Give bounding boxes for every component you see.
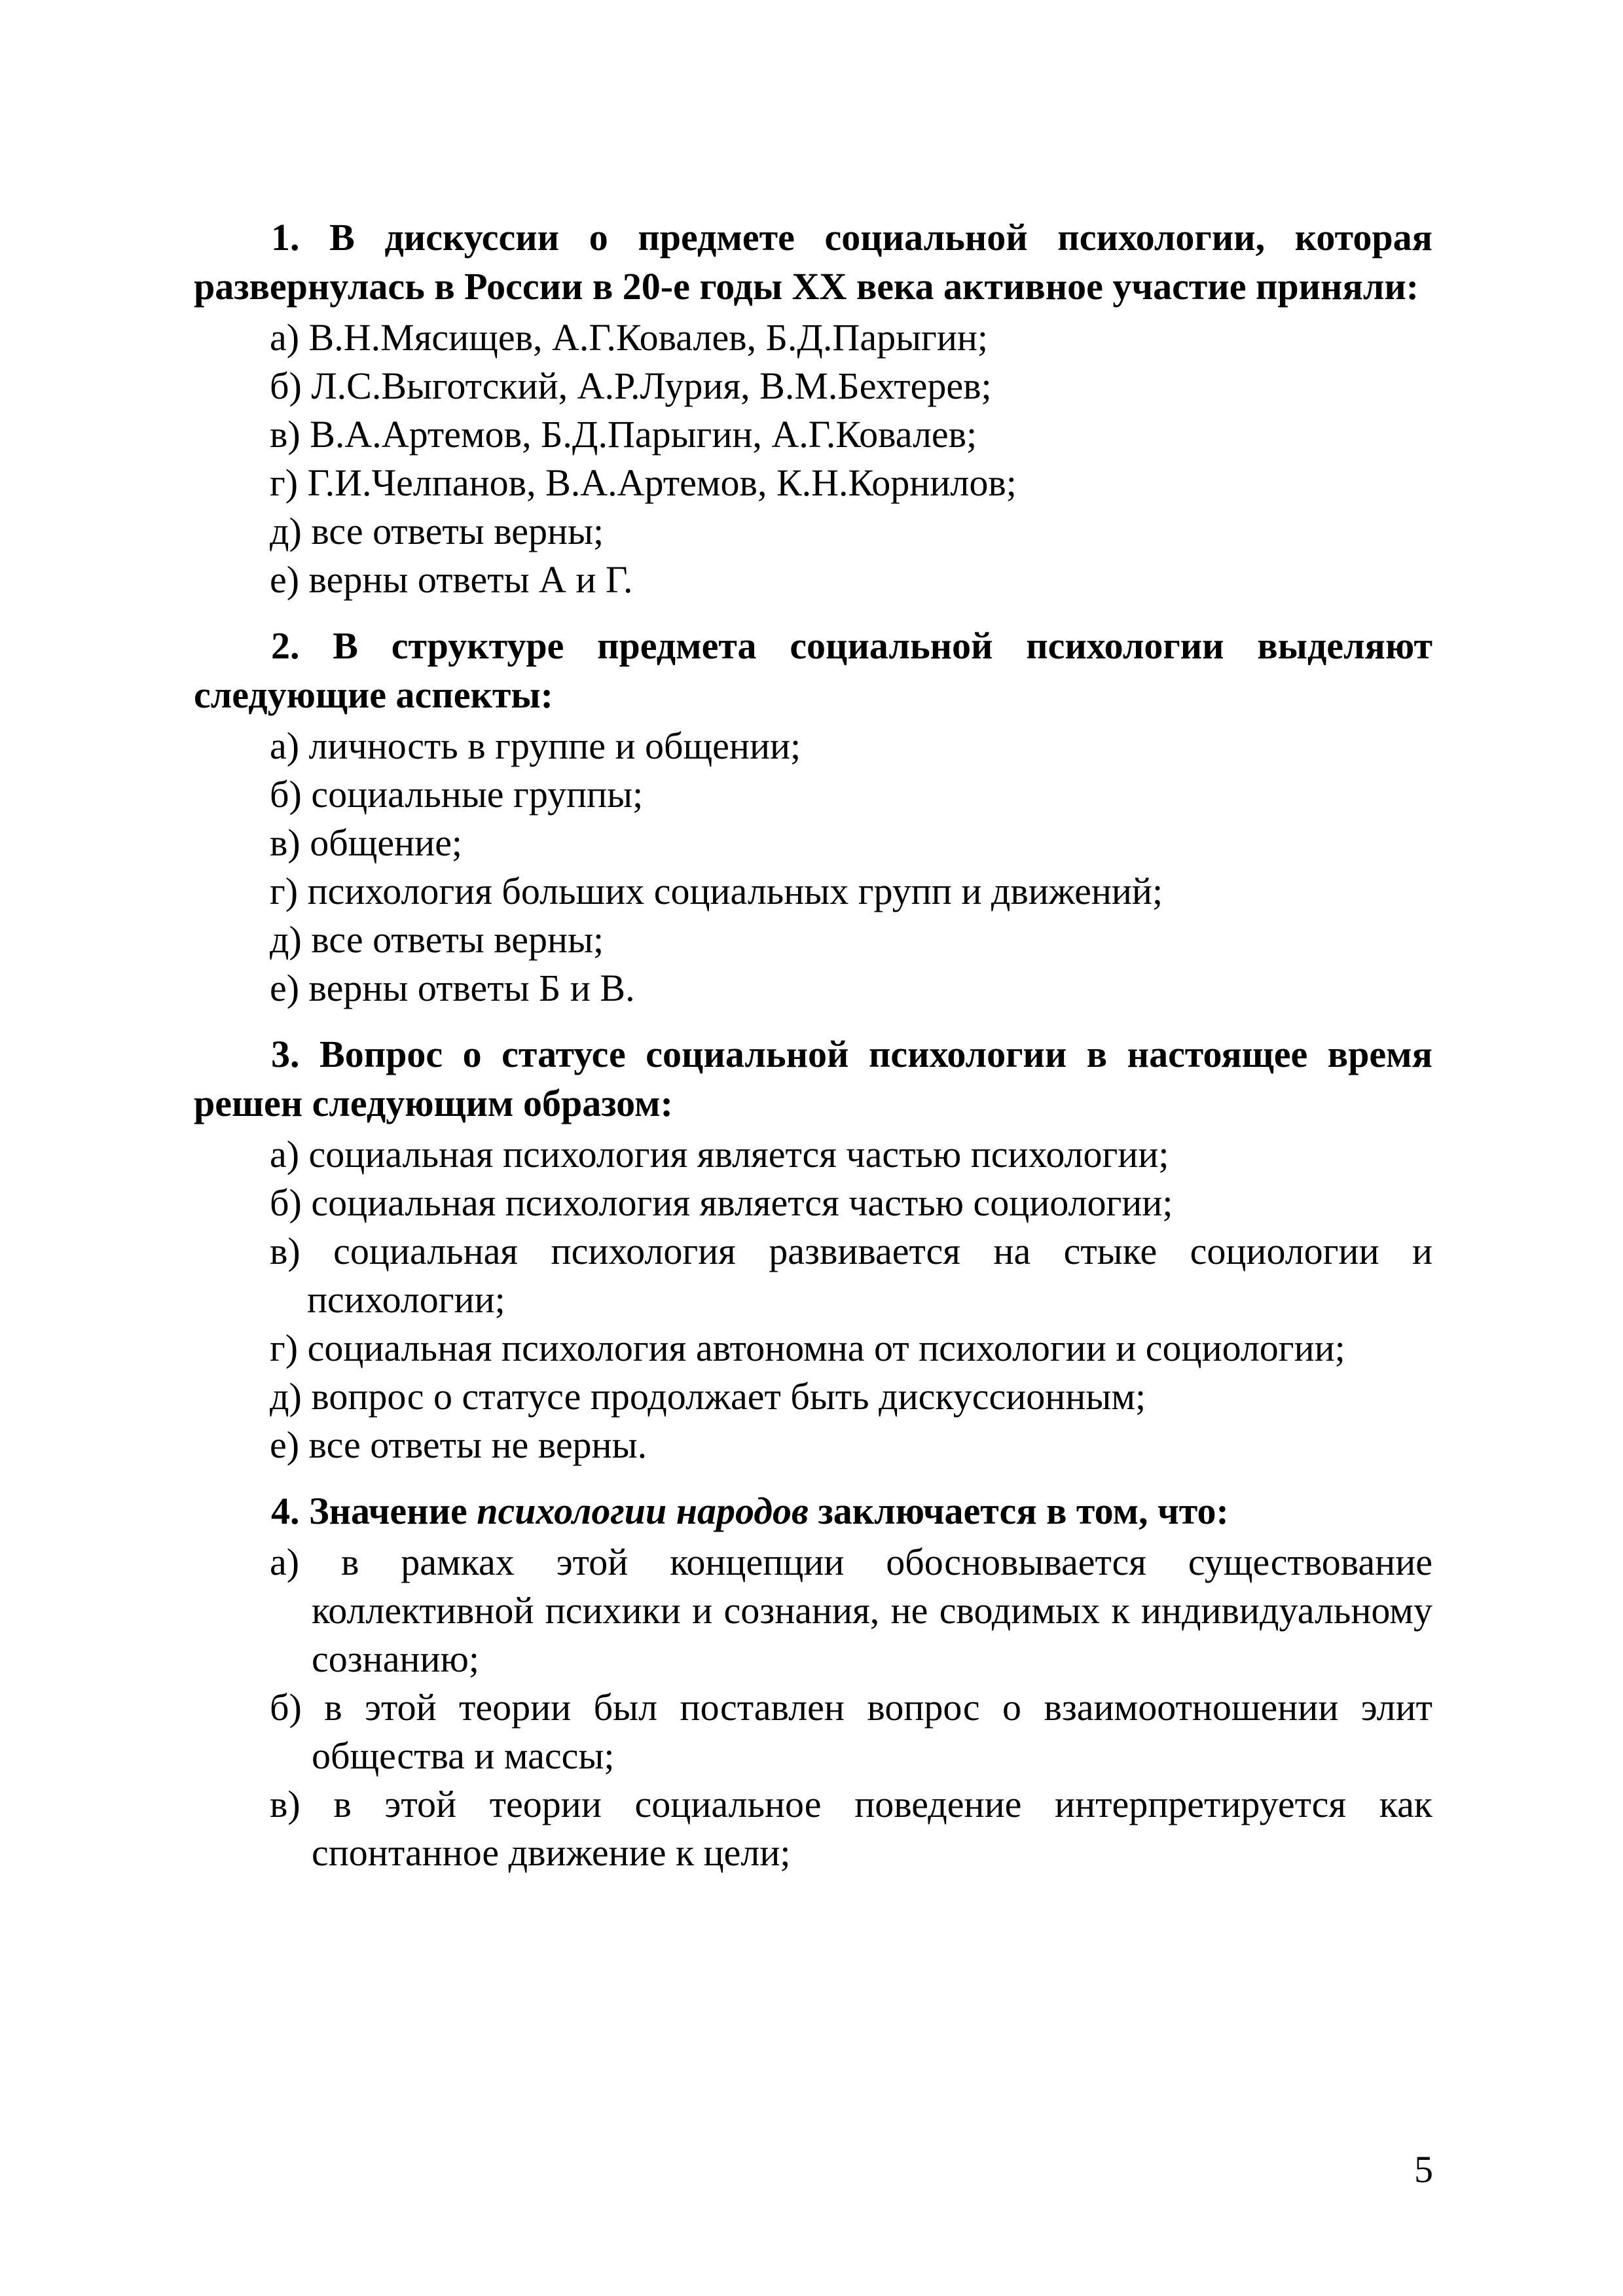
answer-option: б) социальные группы; [270, 773, 644, 816]
answer-list [194, 1538, 1432, 1877]
answer-list [194, 1130, 1432, 1469]
question-title: 3. Вопрос о статусе социальной психологии в настоящее время решен следующим образом: [194, 1033, 1432, 1124]
question-title [194, 1486, 1432, 1535]
answer-option: г) социальная психология автономна от психологии и социологии; [270, 1327, 1345, 1369]
answer-option: е) все ответы не верны. [270, 1424, 647, 1466]
question-3 [194, 1030, 1432, 1469]
question-title-italic: психологии народов [477, 1490, 809, 1532]
answer-option: в) В.А.Артемов, Б.Д.Парыгин, А.Г.Ковалев; [270, 413, 977, 456]
answer-option: е) верны ответы А и Г. [270, 558, 633, 601]
answer-option: в) социальная психология развивается на стыке социологии и психологии; [270, 1230, 1432, 1321]
answer-option: д) вопрос о статусе продолжает быть дискуссионным; [270, 1375, 1146, 1418]
question-title-end: заключается в том, что: [808, 1490, 1229, 1532]
question-title: 2. В структуре предмета социальной психологии выделяют следующие аспекты: [194, 624, 1432, 716]
question-4 [194, 1486, 1432, 1877]
answer-option: в) в этой теории социальное поведение интерпретируется как спонтанное движение к цели; [270, 1783, 1432, 1874]
answer-option: д) все ответы верны; [270, 918, 604, 961]
answer-option: б) Л.С.Выготский, А.Р.Лурия, В.М.Бехтерев; [270, 365, 992, 407]
question-title: 1. В дискуссии о предмете социальной психологии, которая развернулась в России в 20-е годы XX века активное участие приняли: [194, 216, 1432, 308]
answer-option: б) социальная психология является частью социологии; [270, 1181, 1173, 1224]
question-1 [194, 213, 1432, 604]
answer-option: д) все ответы верны; [270, 510, 604, 552]
answer-option: а) в рамках этой концепции обосновывается существование коллективной психики и сознания, не сводимых к индивидуальному сознанию; [270, 1541, 1432, 1680]
answer-option: а) социальная психология является частью психологии; [270, 1133, 1169, 1175]
answer-option: г) психология больших социальных групп и движений; [270, 870, 1163, 912]
question-title-start: 4. Значение [271, 1490, 477, 1532]
answer-option: а) личность в группе и общении; [270, 725, 801, 767]
answer-list [194, 722, 1432, 1013]
answer-list [194, 314, 1432, 604]
answer-option: а) В.Н.Мясищев, А.Г.Ковалев, Б.Д.Парыгин; [270, 316, 989, 359]
answer-option: в) общение; [270, 821, 463, 864]
page-number: 5 [1414, 2148, 1433, 2191]
answer-option: г) Г.И.Челпанов, В.А.Артемов, К.Н.Корнилов; [270, 461, 1017, 504]
page-content [194, 213, 1432, 1894]
question-2 [194, 621, 1432, 1013]
answer-option: б) в этой теории был поставлен вопрос о взаимоотношении элит общества и массы; [270, 1686, 1432, 1777]
answer-option: е) верны ответы Б и В. [270, 967, 635, 1009]
